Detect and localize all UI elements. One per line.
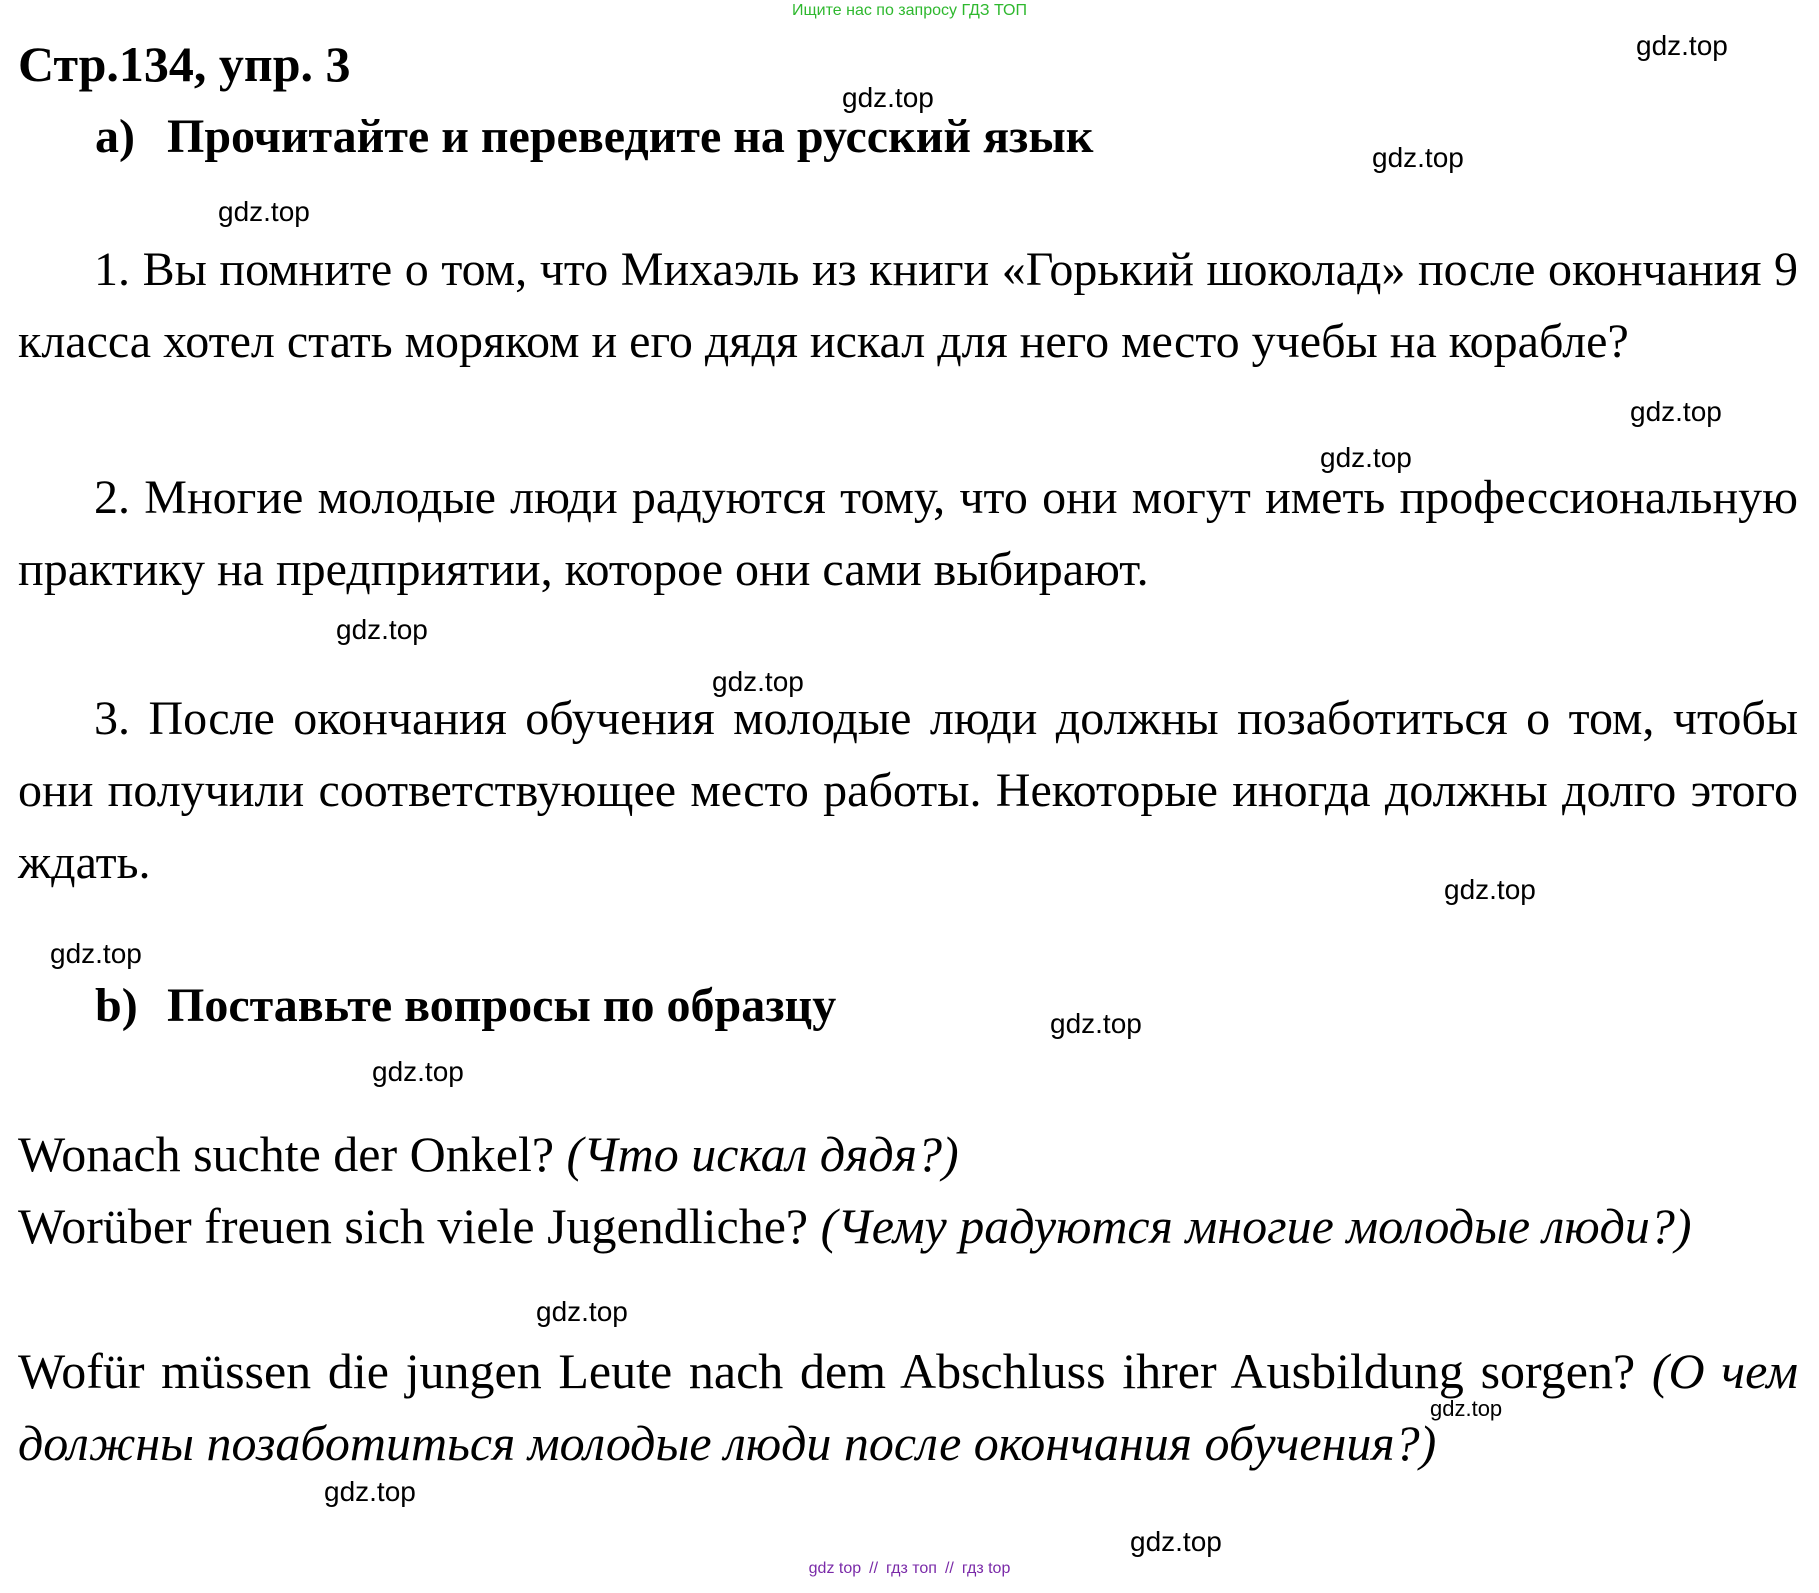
bottom-banner [0, 1558, 1819, 1580]
watermark: gdz.top [1630, 396, 1722, 427]
watermark: gdz.top [1430, 1396, 1503, 1421]
question-2 [18, 1190, 1798, 1262]
section-a-heading [95, 108, 1093, 166]
watermark: gdz.top [1320, 442, 1412, 473]
watermark: gdz.top [50, 938, 142, 969]
section-b-heading [95, 977, 836, 1035]
watermark: gdz.top [842, 82, 934, 113]
question-1-german: Wonach suchte der Onkel? [18, 1126, 555, 1182]
question-1-russian: (Что искал дядя?) [566, 1126, 959, 1182]
question-3-german: Wofür müssen die jungen Leute nach dem Abschluss ihrer Ausbildung sorgen? [18, 1343, 1636, 1399]
watermark: gdz.top [536, 1296, 628, 1327]
watermark: gdz.top [1050, 1008, 1142, 1039]
section-b-heading-text: Поставьте вопросы по образцу [167, 979, 837, 1032]
bottom-banner-item: gdz top [808, 1560, 862, 1577]
watermark: gdz.top [372, 1056, 464, 1087]
section-a-marker: a) [95, 110, 135, 163]
paragraph-1: 1. Вы помните о том, что Михаэль из книги «Горький шоколад» после окончания 9 класса хотел стать моряком и его дядя искал для него место учебы на корабле? [18, 243, 1798, 368]
watermark: gdz.top [336, 614, 428, 645]
section-a-heading-text: Прочитайте и переведите на русский язык [167, 110, 1094, 163]
question-1 [18, 1118, 1798, 1190]
bottom-banner-item: гдз топ [886, 1560, 937, 1577]
watermark: gdz.top [712, 666, 804, 697]
watermark: gdz.top [218, 196, 310, 227]
question-3 [18, 1335, 1798, 1479]
question-2-russian: (Чему радуются многие молодые люди?) [820, 1198, 1692, 1254]
page-title: Стр.134, упр. 3 [18, 36, 351, 92]
bottom-banner-separator: // [869, 1560, 879, 1577]
watermark: gdz.top [324, 1476, 416, 1507]
watermark: gdz.top [1372, 142, 1464, 173]
bottom-banner-item: гдз top [961, 1560, 1011, 1577]
watermark: gdz.top [1444, 874, 1536, 905]
question-2-german: Worüber freuen sich viele Jugendliche? [18, 1198, 809, 1254]
paragraph-3: 3. После окончания обучения молодые люди должны позаботиться о том, чтобы они получили соответствующее место работы. Некоторые иногда должны долго этого ждать. [18, 692, 1798, 889]
bottom-banner-separator: // [944, 1560, 954, 1577]
watermark: gdz.top [1130, 1526, 1222, 1557]
question-3-russian: (О чем должны позаботиться молодые люди после окончания обучения?) [18, 1343, 1798, 1471]
top-banner: Ищите нас по запросу ГДЗ ТОП [792, 2, 1027, 19]
section-b-marker: b) [95, 979, 138, 1032]
watermark: gdz.top [1636, 30, 1728, 61]
paragraph-2: 2. Многие молодые люди радуются тому, что они могут иметь профессиональную практику на предприятии, которое они сами выбирают. [18, 471, 1798, 596]
